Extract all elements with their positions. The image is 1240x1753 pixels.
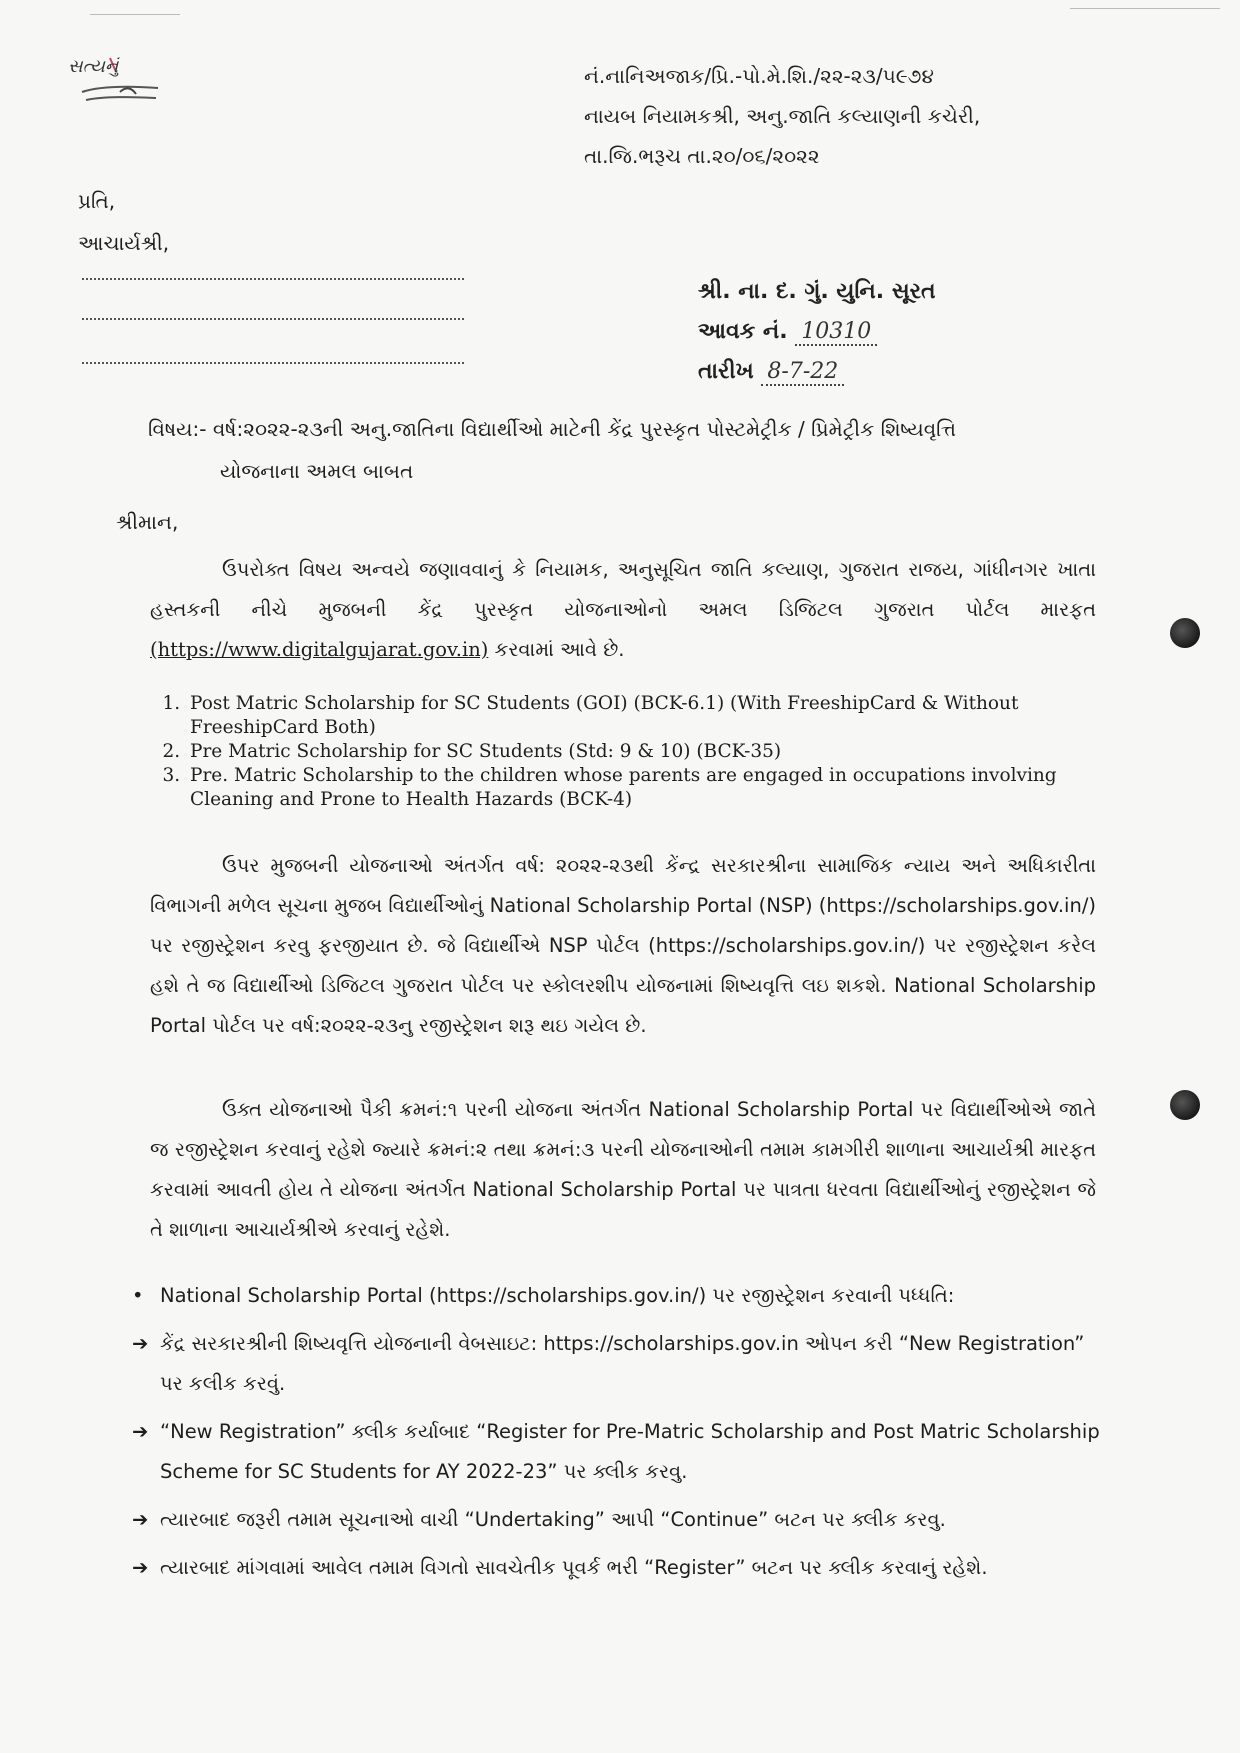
scan-artifact-line (90, 14, 180, 15)
scan-artifact-line (1070, 8, 1220, 9)
inward-number-label: આવક નં. (698, 319, 788, 344)
paragraph-nsp (150, 846, 1096, 1046)
inward-number-value: 10310 (795, 319, 877, 346)
arrow-right-icon: ➔ (132, 1508, 149, 1531)
address-dotted-line (82, 318, 464, 320)
reference-block (584, 56, 980, 176)
procedure-step: ત્યારબાદ માંગવામાં આવેલ તમામ વિગતો સાવચેતીક પૂવર્ક ભરી “Register” બટન પર ક્લીક કરવાનું રહેશે. (160, 1556, 988, 1579)
scheme-list (150, 692, 1136, 812)
paragraph-intro-text: ઉપરોક્ત વિષય અન્વયે જણાવવાનું કે નિયામક, અનુસૂચિત જાતિ કલ્યાણ, ગુજરાત રાજય, ગાંધીનગર ખાતા હસ્તકની નીચે મુજબની કેંદ્ર પુરસ્કૃત યોજનાઓનો અમલ ડિજિટલ ગુજરાત પોર્ટલ મારફત (150, 558, 1096, 621)
procedure-heading: National Scholarship Portal (https://scholarships.gov.in/) પર રજીસ્ટ્રેશન કરવાની પધ્ધતિ: (160, 1284, 955, 1307)
paragraph-registration-text: ઉક્ત યોજનાઓ પૈકી ક્રમનં:૧ પરની યોજના અંતર્ગત National Scholarship Portal પર વિદ્યાર્થીઓએ જાતે જ રજીસ્ટ્રેશન કરવાનું રહેશે જ્યારે ક્રમનં:૨ તથા ક્રમનં:૩ પરની યોજનાઓની તમામ કામગીરી શાળાના આચાર્યશ્રી મારફત કરવામાં આવતી હોય તે યોજના અંતર્ગત National Scholarship Portal પર પાત્રતા ધરવતા વિદ્યાર્થીઓનું રજીસ્ટ્રેશન જે તે શાળાના આચાર્યશ્રીએ કરવાનું રહેશે. (150, 1098, 1096, 1241)
recipient-title: આચાર્યશ્રી, (78, 231, 170, 255)
arrow-right-icon: ➔ (132, 1332, 149, 1355)
paragraph-intro-end: કરવામાં આવે છે. (488, 638, 625, 661)
inward-date-label: તારીખ (698, 359, 754, 384)
stamp-text: સત્યનું (68, 56, 119, 77)
address-dotted-line (82, 362, 464, 364)
procedure-step: ત્યારબાદ જરૂરી તમામ સૂચનાઓ વાચી “Undertaking” આપી “Continue” બટન પર ક્લીક કરવુ. (160, 1508, 946, 1531)
reference-number: નં.નાનિઅજાક/પ્રિ.-પો.મે.શિ./૨૨-૨૩/૫૯૭૪ (584, 64, 934, 88)
inward-date-value: 8-7-22 (761, 359, 844, 386)
place-date: તા.જિ.ભરૂચ તા.૨૦/૦૬/૨૦૨૨ (584, 144, 820, 168)
digital-gujarat-link[interactable]: (https://www.digitalgujarat.gov.in) (150, 638, 489, 661)
subject-line-2: યોજનાના અમલ બાબત (220, 459, 414, 483)
arrow-right-icon: ➔ (132, 1420, 149, 1443)
salutation: શ્રીમાન, (116, 510, 179, 534)
inward-stamp (698, 272, 998, 392)
address-dotted-line (82, 278, 464, 280)
subject-line-1: વિષય:- વર્ષ:૨૦૨૨-૨૩ની અનુ.જાતિના વિદ્યાર્થીઓ માટેની કેંદ્ર પુરસ્કૃત પોસ્ટમેટ્રીક / પ્રિમેટ્રીક શિષ્યવૃત્તિ (148, 417, 956, 441)
punch-hole (1170, 618, 1200, 648)
arrow-right-icon: ➔ (132, 1556, 149, 1579)
paragraph-registration (150, 1090, 1096, 1250)
office-stamp (60, 50, 170, 120)
office-name: નાયબ નિયામકશ્રી, અનુ.જાતિ કલ્યાણની કચેરી, (584, 104, 981, 128)
procedure-step: કેંદ્ર સરકારશ્રીની શિષ્યવૃત્તિ યોજનાની વેબસાઇટ: https://scholarships.gov.in ઓપન કરી “New Registration” પર કલીક કરવું. (160, 1332, 1085, 1395)
inward-stamp-title: શ્રી. ના. દ. ગું. યુનિ. સૂરત (698, 279, 936, 304)
paragraph-nsp-text: ઉપર મુજબની યોજનાઓ અંતર્ગત વર્ષ: ૨૦૨૨-૨૩થી કેંન્દ્ર સરકારશ્રીના સામાજિક ન્યાય અને અધિકારીતા વિભાગની મળેલ સૂચના મુજબ વિદ્યાર્થીઓનું National Scholarship Portal (NSP) (https://scholarships.gov.in/) પર રજીસ્ટ્રેશન કરવુ ફરજીયાત છે. જે વિદ્યાર્થીએ NSP પોર્ટલ (https://scholarships.gov.in/) પર રજીસ્ટ્રેશન કરેલ હશે તે જ વિદ્યાર્થીઓ ડિજિટલ ગુજરાત પોર્ટલ પર સ્કોલરશીપ યોજનામાં શિષ્યવૃત્તિ લઇ શકશે. National Scholarship Portal પોર્ટલ પર વર્ષ:૨૦૨૨-૨૩નુ રજીસ્ટ્રેશન શરૂ થઇ ગયેલ છે. (150, 854, 1096, 1037)
procedure-step: “New Registration” ક્લીક કર્યાબાદ “Register for Pre-Matric Scholarship and Post Matric Scholarship Scheme for SC Students for AY 2022-23” પર ક્લીક કરવુ. (160, 1420, 1100, 1483)
recipient-prati: પ્રતિ, (78, 189, 116, 213)
subject (148, 408, 1110, 492)
bullet-icon: • (132, 1284, 144, 1307)
paragraph-intro (150, 550, 1096, 670)
scheme-item: 3. Pre. Matric Scholarship to the children whose parents are engaged in occupations involving Cleaning and Prone to Health Hazards (BCK-4) (186, 764, 1136, 812)
scheme-item: 2. Pre Matric Scholarship for SC Students (Std: 9 & 10) (BCK-35) (186, 740, 1136, 764)
recipient-block (78, 180, 169, 264)
scheme-item: 1. Post Matric Scholarship for SC Students (GOI) (BCK-6.1) (With FreeshipCard & Without FreeshipCard Both) (186, 692, 1136, 740)
procedure-list (130, 1276, 1100, 1588)
punch-hole (1170, 1090, 1200, 1120)
